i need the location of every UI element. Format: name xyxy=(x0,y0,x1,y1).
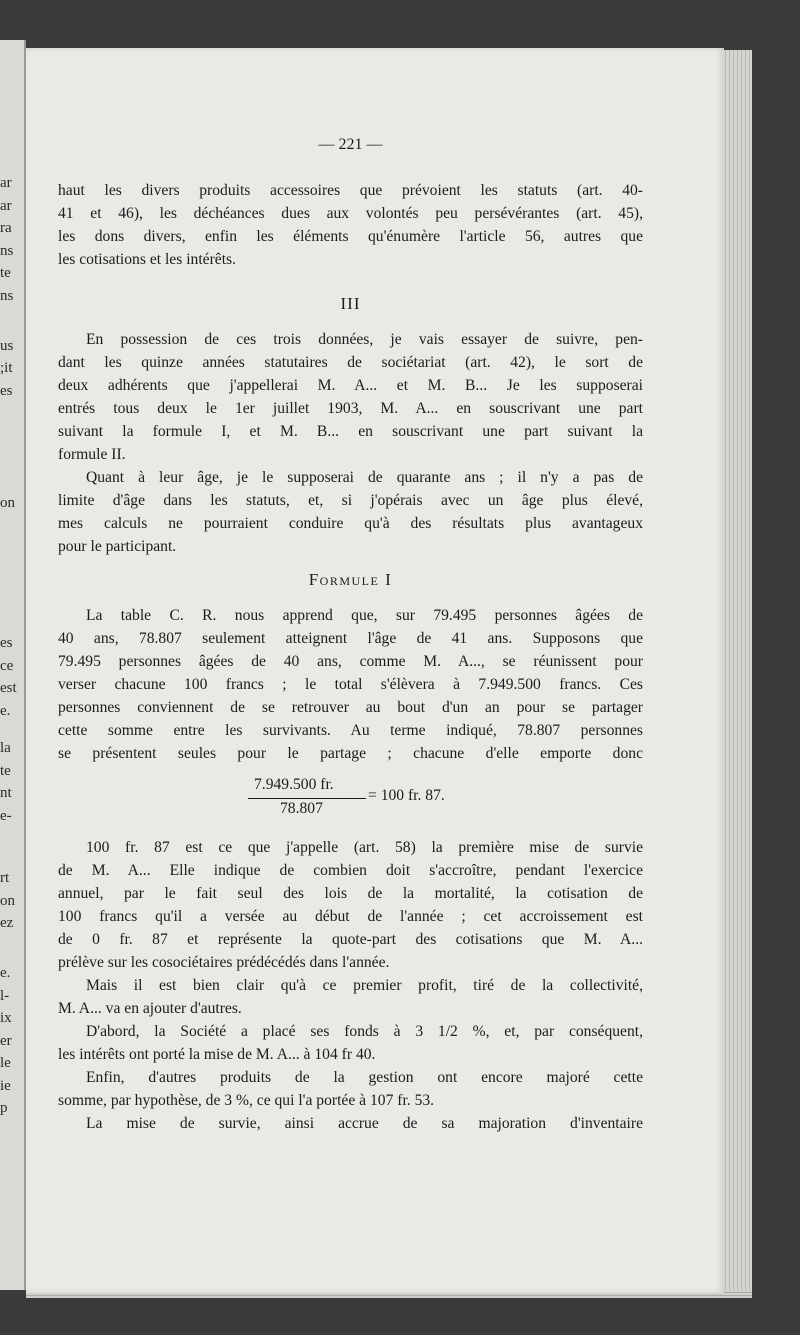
facing-fragment: on xyxy=(0,495,15,511)
fraction-numerator: 7.949.500 fr. xyxy=(254,776,334,793)
facing-page-edge xyxy=(0,40,26,1290)
facing-fragment: te xyxy=(0,265,11,281)
facing-fragment: le xyxy=(0,1055,11,1071)
facing-fragment: est xyxy=(0,680,17,696)
facing-fragment: es xyxy=(0,635,13,651)
fraction-equation xyxy=(208,776,508,826)
text-line: deux adhérents que j'appellerai M. A... et M. B... Je les supposerai xyxy=(58,377,643,394)
facing-fragment: ce xyxy=(0,658,14,674)
text-line: 100 francs qu'il a versée au début de l'année ; cet accroissement est xyxy=(58,908,643,925)
facing-fragment: ar xyxy=(0,175,12,191)
facing-fragment: l- xyxy=(0,988,10,1004)
facing-fragment: on xyxy=(0,893,15,909)
facing-fragment: ar xyxy=(0,198,12,214)
text-line: suivant la formule I, et M. B... en souscrivant une part suivant la xyxy=(58,423,643,440)
text-line: somme, par hypothèse, de 3 %, ce qui l'a portée à 107 fr. 53. xyxy=(58,1092,435,1109)
text-line: annuel, par le fait seul des lois de la mortalité, la cotisation de xyxy=(58,885,643,902)
text-line: formule II. xyxy=(58,446,126,463)
text-line: de 0 fr. 87 et représente la quote-part des cotisations que M. A... xyxy=(58,931,643,948)
facing-fragment: e- xyxy=(0,808,12,824)
text-line: 40 ans, 78.807 seulement atteignent l'âge de 41 ans. Supposons que xyxy=(58,630,643,647)
facing-fragment: ns xyxy=(0,288,14,304)
text-line: les dons divers, enfin les éléments qu'énumère l'article 56, autres que xyxy=(58,228,643,245)
facing-fragment: rt xyxy=(0,870,10,886)
formula-heading: Formule I xyxy=(308,570,393,589)
facing-fragment: p xyxy=(0,1100,8,1116)
text-line: D'abord, la Société a placé ses fonds à 3 1/2 %, et, par conséquent, xyxy=(86,1023,643,1040)
text-line: les intérêts ont porté la mise de M. A... à 104 fr 40. xyxy=(58,1046,376,1063)
text-line: La table C. R. nous apprend que, sur 79.495 personnes âgées de xyxy=(86,607,643,624)
text-line: 79.495 personnes âgées de 40 ans, comme M. A..., se réunissent pour xyxy=(58,653,643,670)
text-line: entrés tous deux le 1er juillet 1903, M. A... en souscrivant une part xyxy=(58,400,643,417)
text-line: haut les divers produits accessoires que prévoient les statuts (art. 40- xyxy=(58,182,643,199)
facing-fragment: la xyxy=(0,740,11,756)
text-line: pour le participant. xyxy=(58,538,177,555)
text-line: les cotisations et les intérêts. xyxy=(58,251,236,268)
fraction-bar xyxy=(248,798,366,799)
text-line: dant les quinze années statutaires de sociétariat (art. 42), le sort de xyxy=(58,354,643,371)
text-line: 41 et 46), les déchéances dues aux volontés peu persévérantes (art. 45), xyxy=(58,205,643,222)
facing-fragment: ;it xyxy=(0,360,13,376)
facing-fragment: ns xyxy=(0,243,14,259)
text-line: Mais il est bien clair qu'à ce premier profit, tiré de la collectivité, xyxy=(86,977,643,994)
facing-fragment: e. xyxy=(0,965,11,981)
page-number: — 221 — xyxy=(318,136,383,153)
facing-fragment: er xyxy=(0,1033,12,1049)
facing-fragment: ez xyxy=(0,915,14,931)
facing-fragment: ra xyxy=(0,220,12,236)
text-line: de M. A... Elle indique de combien doit s'accroître, pendant l'exercice xyxy=(58,862,643,879)
book-page xyxy=(26,48,724,1293)
facing-fragment: us xyxy=(0,338,14,354)
text-line: verser chacune 100 francs ; le total s'élèvera à 7.949.500 francs. Ces xyxy=(58,676,643,693)
text-line: Quant à leur âge, je le supposerai de quarante ans ; il n'y a pas de xyxy=(86,469,643,486)
text-line: cette somme entre les survivants. Au terme indiqué, 78.807 personnes xyxy=(58,722,643,739)
fraction-result: = 100 fr. 87. xyxy=(368,787,445,804)
text-line: En possession de ces trois données, je vais essayer de suivre, pen- xyxy=(86,331,643,348)
section-heading: III xyxy=(340,294,361,313)
text-line: mes calculs ne pourraient conduire qu'à des résultats plus avantageux xyxy=(58,515,643,532)
text-line: M. A... va en ajouter d'autres. xyxy=(58,1000,242,1017)
facing-fragment: e. xyxy=(0,703,11,719)
text-line: limite d'âge dans les statuts, et, si j'opérais avec un âge plus élevé, xyxy=(58,492,643,509)
facing-fragment: ie xyxy=(0,1078,11,1094)
facing-fragment: nt xyxy=(0,785,12,801)
text-line: personnes conviennent de se retrouver au bout d'un an pour se partager xyxy=(58,699,643,716)
facing-fragment: es xyxy=(0,383,13,399)
text-line: 100 fr. 87 est ce que j'appelle (art. 58) la première mise de survie xyxy=(86,839,643,856)
facing-fragment: te xyxy=(0,763,11,779)
facing-fragment: ix xyxy=(0,1010,12,1026)
text-line: La mise de survie, ainsi accrue de sa majoration d'inventaire xyxy=(86,1115,643,1132)
text-line: prélève sur les cosociétaires prédécédés dans l'année. xyxy=(58,954,390,971)
text-line: Enfin, d'autres produits de la gestion ont encore majoré cette xyxy=(86,1069,643,1086)
text-line: se présentent seules pour le partage ; chacune d'elle emporte donc xyxy=(58,745,643,762)
fraction-denominator: 78.807 xyxy=(280,800,323,817)
page-stack-edges xyxy=(722,50,752,1290)
